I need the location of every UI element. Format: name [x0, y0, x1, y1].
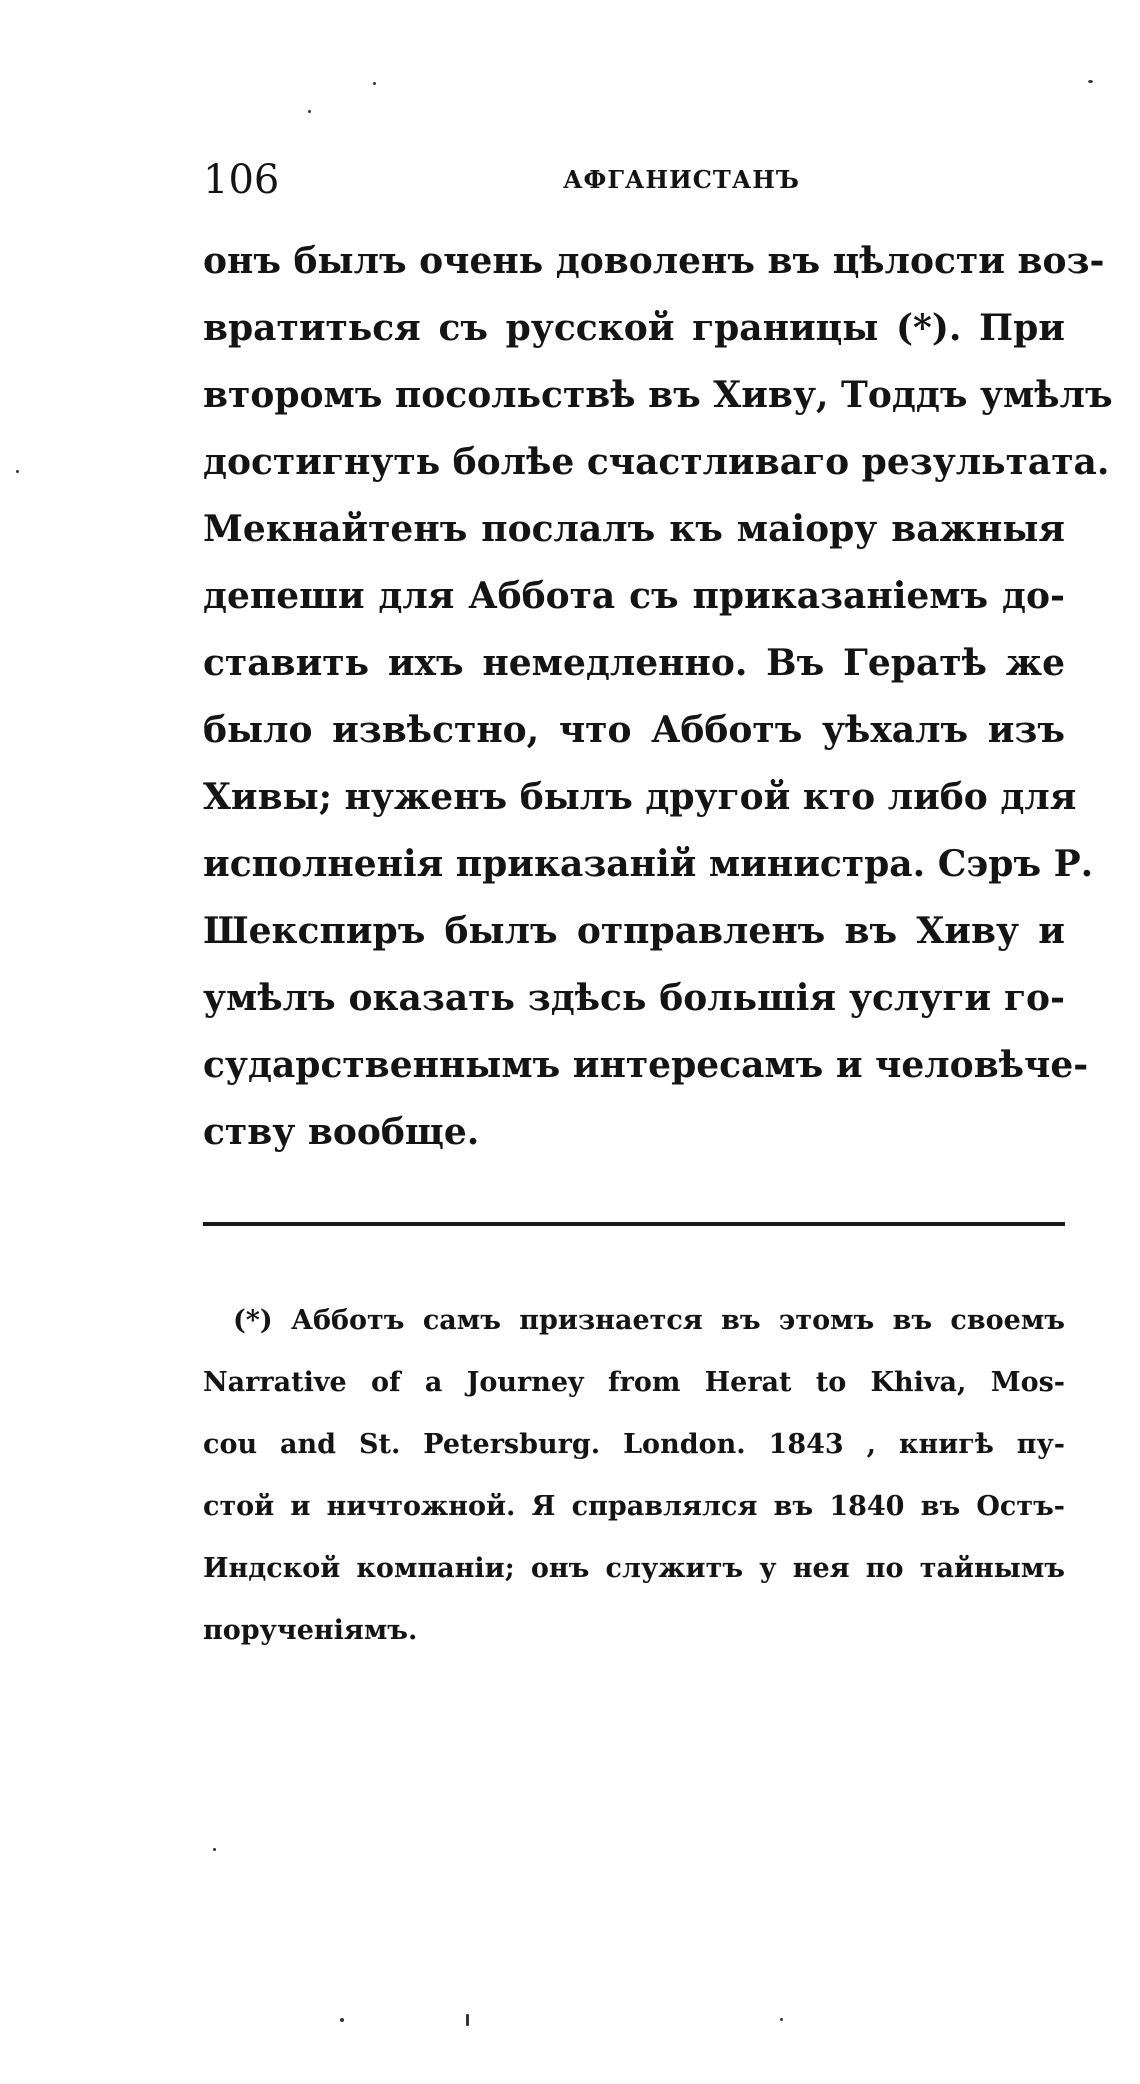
scan-speck [780, 2018, 783, 2021]
scan-speck [213, 1848, 216, 1851]
scan-speck [16, 470, 19, 473]
text-line: достигнуть болѣе счастливаго результата. [203, 441, 1110, 483]
scan-speck [340, 2018, 344, 2022]
scan-speck [1088, 80, 1093, 83]
text-line: ставить ихъ немедленно. Въ Гератѣ же [203, 642, 1065, 684]
footnote-line: Индской компаніи; онъ служитъ у нея по тайнымъ [203, 1553, 1065, 1584]
text-line: сударственнымъ интересамъ и человѣче- [203, 1044, 1089, 1086]
text-line: вратиться съ русской границы (*). При [203, 307, 1065, 349]
footnote-line: порученіямъ. [203, 1615, 418, 1646]
text-line: было извѣстно, что Абботъ уѣхалъ изъ [203, 709, 1065, 751]
text-line: Мекнайтенъ послалъ къ маіору важныя [203, 508, 1065, 550]
scan-speck [373, 82, 376, 85]
text-line: онъ былъ очень доволенъ въ цѣлости воз- [203, 240, 1105, 282]
text-line: умѣлъ оказать здѣсь большія услуги го- [203, 977, 1065, 1019]
text-line: ству вообще. [203, 1111, 480, 1153]
page-number: 106 [203, 157, 280, 203]
page-header [203, 150, 1065, 210]
text-line: депеши для Аббота съ приказаніемъ до- [203, 575, 1065, 617]
text-line: исполненія приказаній министра. Сэръ Р. [203, 843, 1094, 885]
scan-speck [308, 110, 311, 113]
text-line: второмъ посольствѣ въ Хиву, Тоддъ умѣлъ [203, 374, 1113, 416]
running-title: АФГАНИСТАНЪ [563, 165, 800, 194]
text-line: Хивы; нуженъ былъ другой кто либо для [203, 776, 1077, 818]
footnote-divider [203, 1222, 1065, 1226]
footnote [203, 1290, 1065, 1662]
footnote-line: cou and St. Petersburg. London. 1843 , книгѣ пу- [203, 1429, 1065, 1460]
footnote-line: Narrative of a Journey from Herat to Khiva, Mos- [203, 1367, 1065, 1398]
scan-speck [466, 2014, 469, 2026]
text-line: Шекспиръ былъ отправленъ въ Хиву и [203, 910, 1065, 952]
main-text [203, 228, 1113, 1166]
footnote-line: стой и ничтожной. Я справлялся въ 1840 въ Остъ- [203, 1491, 1065, 1522]
footnote-line: (*) Абботъ самъ признается въ этомъ въ своемъ [233, 1305, 1065, 1336]
